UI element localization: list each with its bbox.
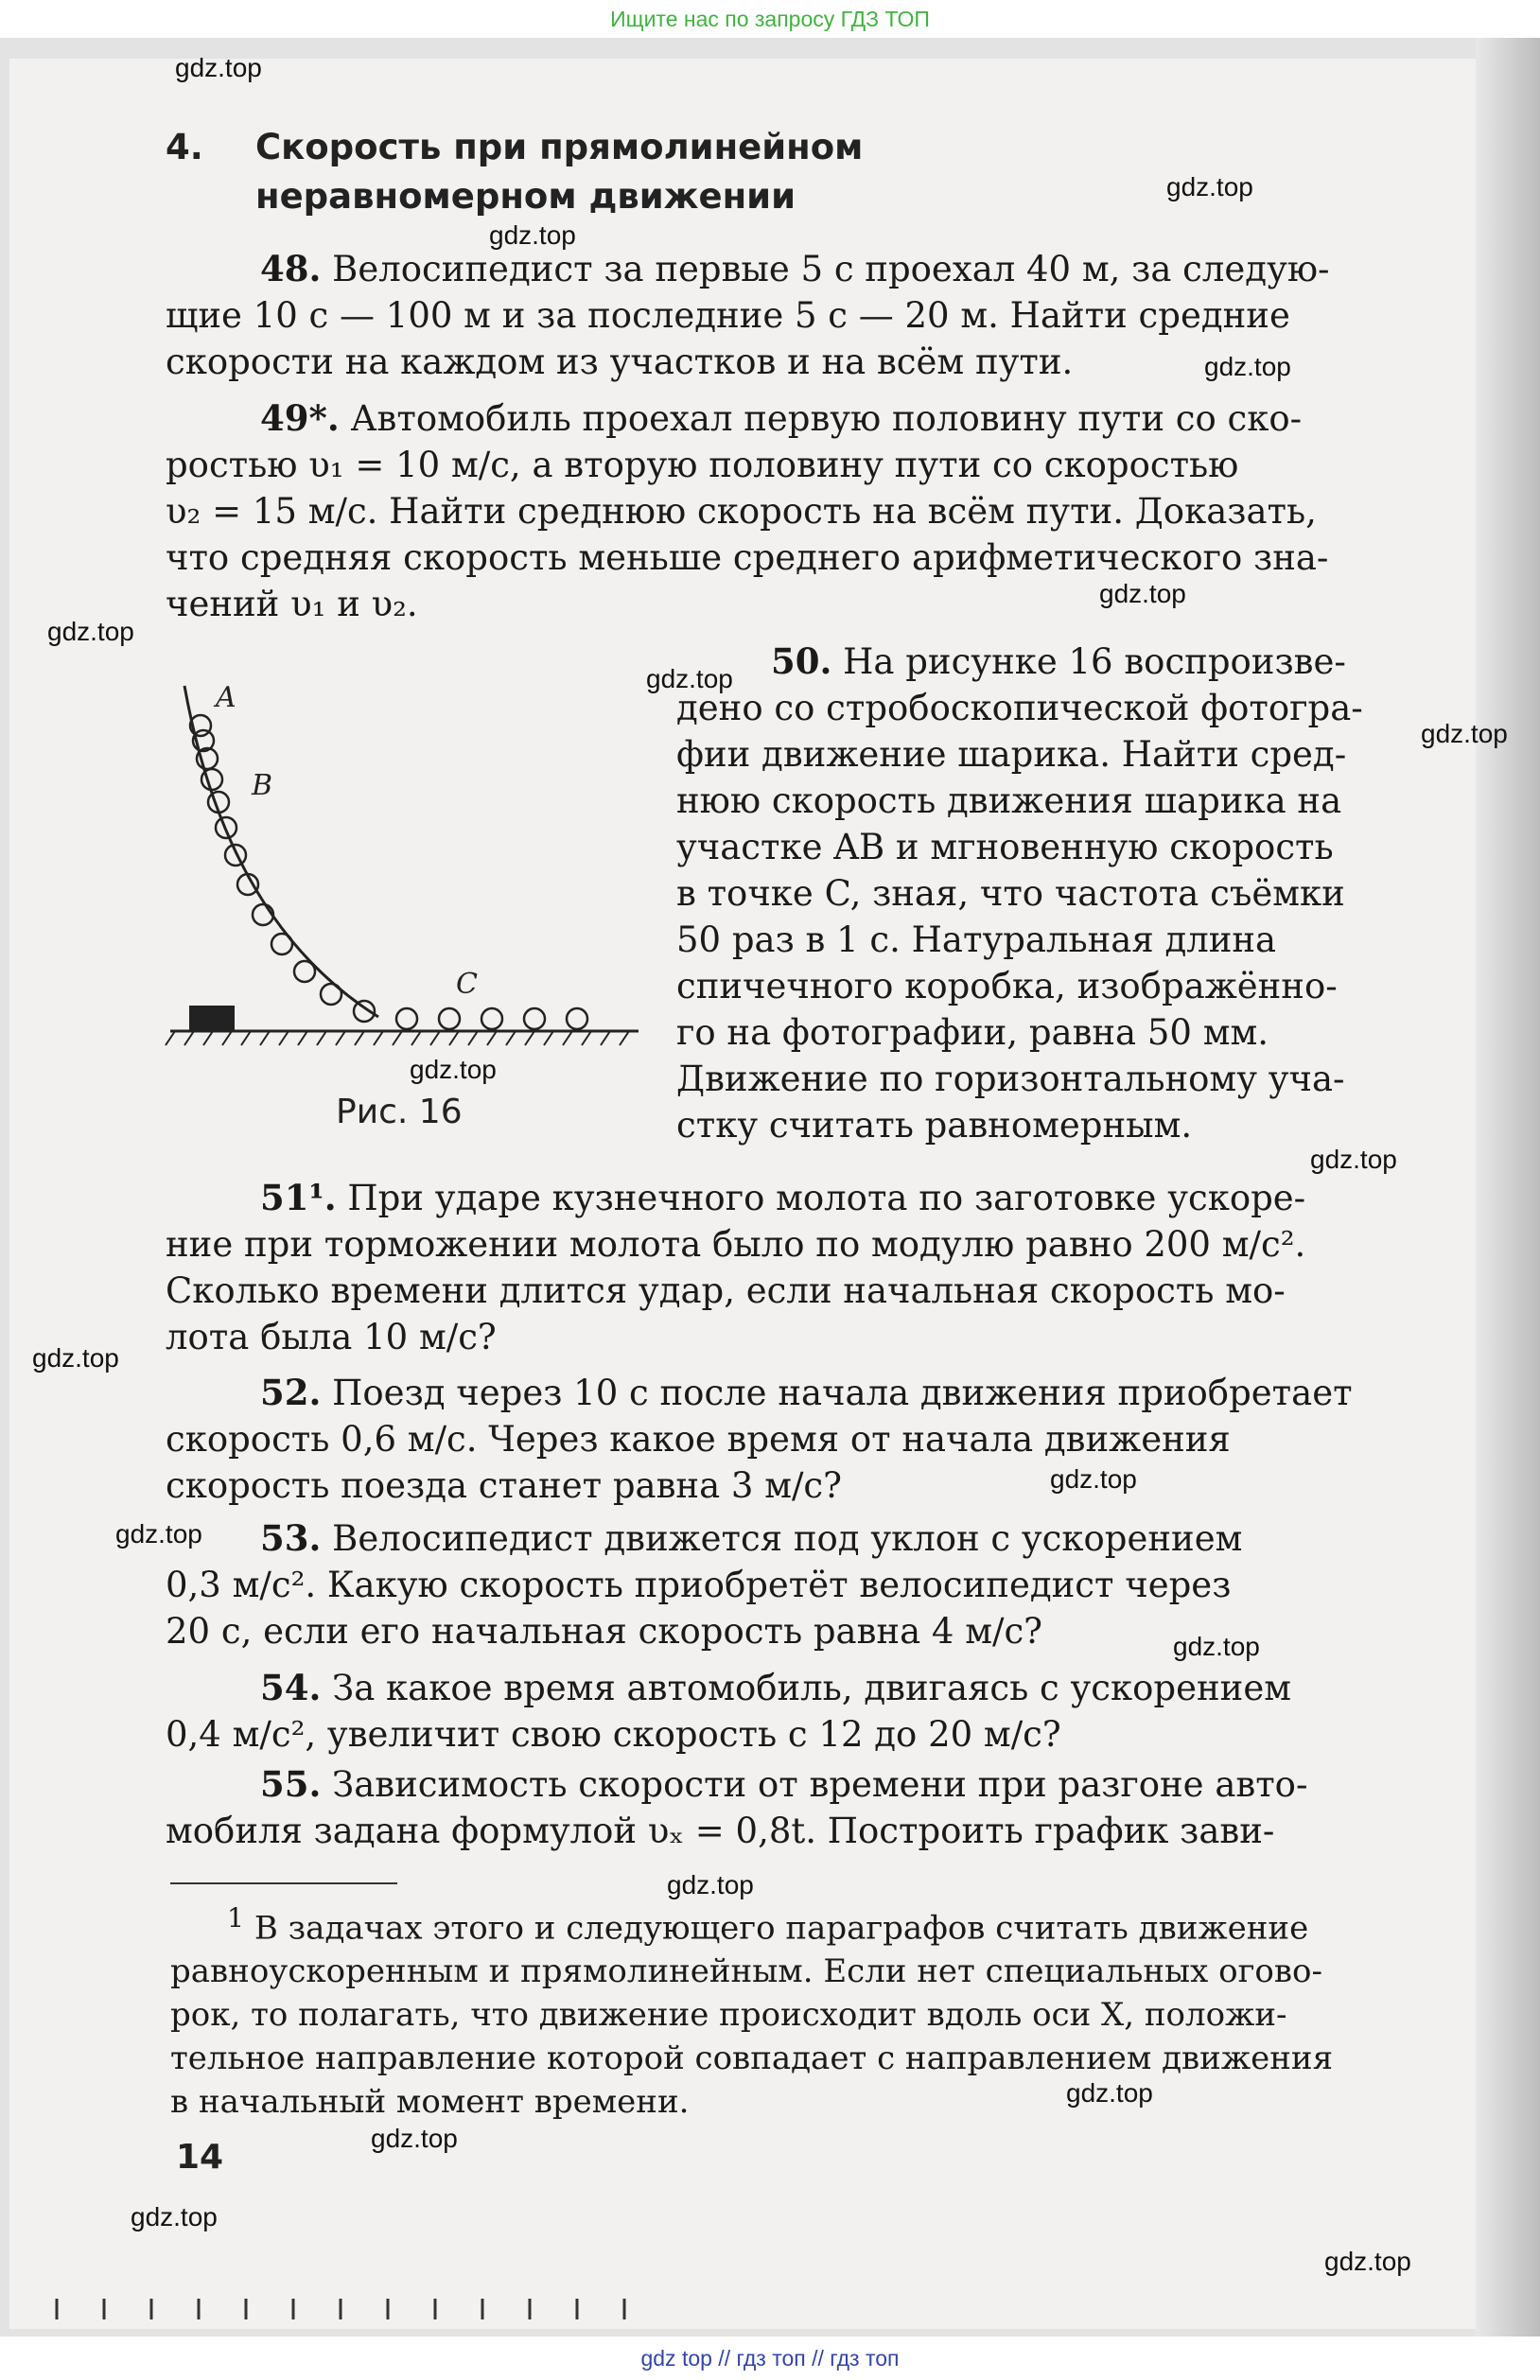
problem-text-line: Велосипедист движется под уклон с ускорением <box>332 1518 1243 1559</box>
problem-51 <box>166 1175 1414 1360</box>
problem-number: 50. <box>771 640 832 682</box>
bottom-banner[interactable]: gdz top // гдз топ // гдз топ <box>0 2336 1540 2380</box>
footnote <box>170 1897 1419 2124</box>
problem-text-line: стку считать равномерным. <box>676 1105 1193 1146</box>
watermark-text: gdz.top <box>32 1343 119 1373</box>
footnote-line: равноускоренным и прямолинейным. Если нет специальных огово- <box>170 1952 1322 1991</box>
problem-text-line: ние при торможении молота было по модулю равно 200 м/с². <box>166 1224 1306 1265</box>
problem-55 <box>166 1761 1414 1854</box>
problem-text-line: На рисунке 16 воспроизве- <box>843 641 1346 682</box>
problem-text-line: ростью υ₁ = 10 м/с, а вторую половину пути со скоростью <box>166 445 1239 485</box>
point-c-label: C <box>456 968 478 1001</box>
problem-number: 53. <box>260 1517 322 1559</box>
problem-text-line: При ударе кузнечного молота по заготовке ускоре- <box>347 1178 1306 1218</box>
problem-number: 49*. <box>260 397 340 439</box>
watermark-text: gdz.top <box>1066 2078 1153 2108</box>
problem-text-line: Поезд через 10 с после начала движения приобретает <box>332 1373 1353 1413</box>
problem-text-line: 20 с, если его начальная скорость равна 4 м/с? <box>166 1611 1043 1652</box>
problem-text-line: мобиля задана формулой υₓ = 0,8t. Построить график зави- <box>166 1811 1275 1851</box>
ball-positions <box>190 715 587 1029</box>
problem-text-line: Велосипедист за первые 5 с проехал 40 м, за следую- <box>332 249 1330 289</box>
problem-text-line: спичечного коробка, изображённо- <box>676 966 1338 1006</box>
watermark-text: gdz.top <box>667 1870 754 1899</box>
problem-49 <box>166 395 1414 627</box>
problem-text-line: участке AB и мгновенную скорость <box>676 827 1334 867</box>
figure-caption: Рис. 16 <box>336 1093 463 1131</box>
problem-number: 52. <box>260 1372 322 1413</box>
watermark-text: gdz.top <box>115 1519 202 1549</box>
problem-text-line: скорости на каждом из участков и на всём пути. <box>166 341 1074 382</box>
matchbox <box>189 1006 235 1030</box>
watermark-text: gdz.top <box>1310 1145 1397 1174</box>
watermark-text: gdz.top <box>410 1055 497 1084</box>
scan-ruler-marks <box>47 2299 1428 2327</box>
problem-text-line: чений υ₁ и υ₂. <box>166 584 418 624</box>
problem-text-line: 50 раз в 1 с. Натуральная длина <box>676 919 1277 960</box>
problem-text-line: Зависимость скорости от времени при разгоне авто- <box>332 1764 1308 1805</box>
section-title-line2: неравномерном движении <box>255 176 796 217</box>
watermark-text: gdz.top <box>489 220 576 250</box>
watermark-text: gdz.top <box>1050 1464 1137 1494</box>
footnote-rule <box>170 1882 397 1884</box>
problem-text-line: фии движение шарика. Найти сред- <box>676 734 1347 775</box>
problem-54 <box>166 1665 1414 1758</box>
footnote-line: В задачах этого и следующего параграфов считать движение <box>254 1909 1309 1948</box>
problem-text-line: скорость поезда станет равна 3 м/с? <box>166 1465 842 1506</box>
problem-number: 51¹. <box>260 1177 337 1218</box>
problem-number: 48. <box>260 248 322 289</box>
problem-text-line: го на фотографии, равна 50 мм. <box>676 1012 1269 1053</box>
watermark-text: gdz.top <box>1324 2247 1411 2276</box>
section-number: 4. <box>166 127 203 167</box>
figure-16-strobe-ball <box>161 676 653 1055</box>
page-edge-shadow <box>1476 38 1540 2336</box>
point-b-label: B <box>252 769 273 802</box>
page-number: 14 <box>176 2138 224 2177</box>
watermark-text: gdz.top <box>371 2124 458 2153</box>
watermark-text: gdz.top <box>1173 1632 1260 1661</box>
point-a-label: A <box>216 681 236 714</box>
footnote-line: тельное направление которой совпадает с направлением движения <box>170 2039 1334 2078</box>
problem-50 <box>676 639 1414 1148</box>
watermark-text: gdz.top <box>1421 719 1508 748</box>
problem-text-line: Сколько времени длится удар, если начальная скорость мо- <box>166 1270 1286 1311</box>
watermark-text: gdz.top <box>646 664 733 693</box>
footnote-marker: 1 <box>227 1902 245 1934</box>
watermark-text: gdz.top <box>1166 172 1253 201</box>
problem-text-line: За какое время автомобиль, двигаясь с ускорением <box>332 1668 1291 1708</box>
problem-text-line: скорость 0,6 м/с. Через какое время от начала движения <box>166 1419 1231 1460</box>
problem-text-line: дено со стробоскопической фотогра- <box>676 688 1363 728</box>
problem-text-line: υ₂ = 15 м/с. Найти среднюю скорость на всём пути. Доказать, <box>166 491 1317 532</box>
problem-text-line: лота была 10 м/с? <box>166 1317 497 1357</box>
problem-text-line: Движение по горизонтальному уча- <box>676 1059 1345 1099</box>
watermark-text: gdz.top <box>1099 579 1186 608</box>
section-title-line1: Скорость при прямолинейном <box>255 127 864 167</box>
ground-hatching <box>166 1031 629 1045</box>
problem-text-line: что средняя скорость меньше среднего арифметического зна- <box>166 537 1329 578</box>
footnote-line: в начальный момент времени. <box>170 2083 690 2122</box>
problem-number: 54. <box>260 1667 322 1708</box>
footnote-line: рок, то полагать, что движение происходит вдоль оси X, положи- <box>170 1996 1287 2035</box>
problem-text-line: Автомобиль проехал первую половину пути со ско- <box>350 398 1303 439</box>
top-banner[interactable]: Ищите нас по запросу ГДЗ ТОП <box>0 0 1540 38</box>
problem-text-line: щие 10 с — 100 м и за последние 5 с — 20 м. Найти средние <box>166 295 1290 336</box>
problem-text-line: в точке C, зная, что частота съёмки <box>676 873 1345 914</box>
watermark-text: gdz.top <box>175 53 262 82</box>
problem-52 <box>166 1370 1414 1509</box>
problem-text-line: нюю скорость движения шарика на <box>676 780 1342 821</box>
problem-text-line: 0,4 м/с², увеличит свою скорость с 12 до 20 м/с? <box>166 1714 1061 1755</box>
watermark-text: gdz.top <box>1204 352 1291 381</box>
problem-text-line: 0,3 м/с². Какую скорость приобретёт велосипедист через <box>166 1565 1232 1605</box>
watermark-text: gdz.top <box>131 2202 218 2231</box>
watermark-text: gdz.top <box>47 617 134 646</box>
problem-number: 55. <box>260 1763 322 1805</box>
